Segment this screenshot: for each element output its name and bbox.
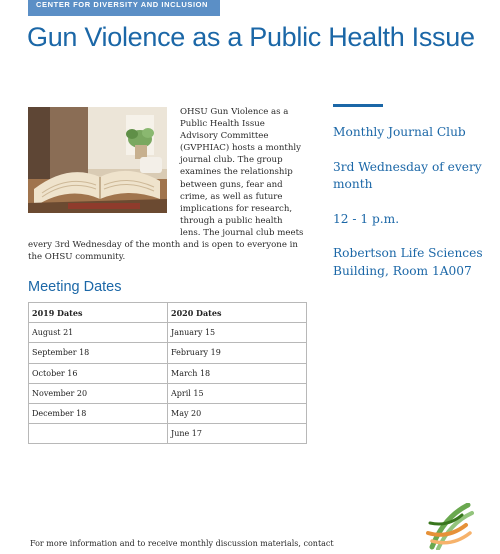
table-cell: April 15 <box>168 383 307 403</box>
table-cell: September 18 <box>29 343 168 363</box>
table-row <box>29 383 307 403</box>
table-row <box>29 343 307 363</box>
event-time: 12 - 1 p.m. <box>333 211 400 226</box>
sidebar-divider <box>333 104 383 107</box>
event-location: Robertson Life Sciences Building, Room 1A007 <box>333 246 483 278</box>
footer-contact-text: For more information and to receive monthly discussion materials, contact <box>30 539 334 548</box>
meeting-dates-heading: Meeting Dates <box>28 279 122 295</box>
column-header: 2020 Dates <box>168 303 307 323</box>
table-cell: May 20 <box>168 403 307 423</box>
table-cell <box>29 424 168 444</box>
event-name: Monthly Journal Club <box>333 125 466 139</box>
table-cell: March 18 <box>168 363 307 383</box>
table-header-row <box>29 303 307 323</box>
event-sidebar <box>333 124 483 297</box>
intro-text: OHSU Gun Violence as a Public Health Issue Advisory Committee (GVPHIAC) hosts a monthly journal club. The group examines the relationship between guns, fear and crime, as well as future implications for research, through a public health lens. The journal club meets every 3rd Wednesday of the month and is open to everyone in the OHSU community. <box>28 107 304 263</box>
table-cell: October 16 <box>29 363 168 383</box>
page-title: Gun Violence as a Public Health Issue <box>27 22 475 52</box>
table-cell: December 18 <box>29 403 168 423</box>
table-cell: June 17 <box>168 424 307 444</box>
department-banner: CENTER FOR DIVERSITY AND INCLUSION <box>28 0 220 16</box>
table-cell: January 15 <box>168 323 307 343</box>
column-header: 2019 Dates <box>29 303 168 323</box>
event-schedule: 3rd Wednesday of every month <box>333 159 482 191</box>
table-row <box>29 424 307 444</box>
table-cell: February 19 <box>168 343 307 363</box>
meeting-dates-table <box>28 302 307 444</box>
table-row <box>29 323 307 343</box>
ohsu-logo-icon <box>424 503 474 550</box>
table-row <box>29 363 307 383</box>
table-cell: November 20 <box>29 383 168 403</box>
table-cell: August 21 <box>29 323 168 343</box>
intro-paragraph <box>28 106 304 263</box>
table-row <box>29 403 307 423</box>
